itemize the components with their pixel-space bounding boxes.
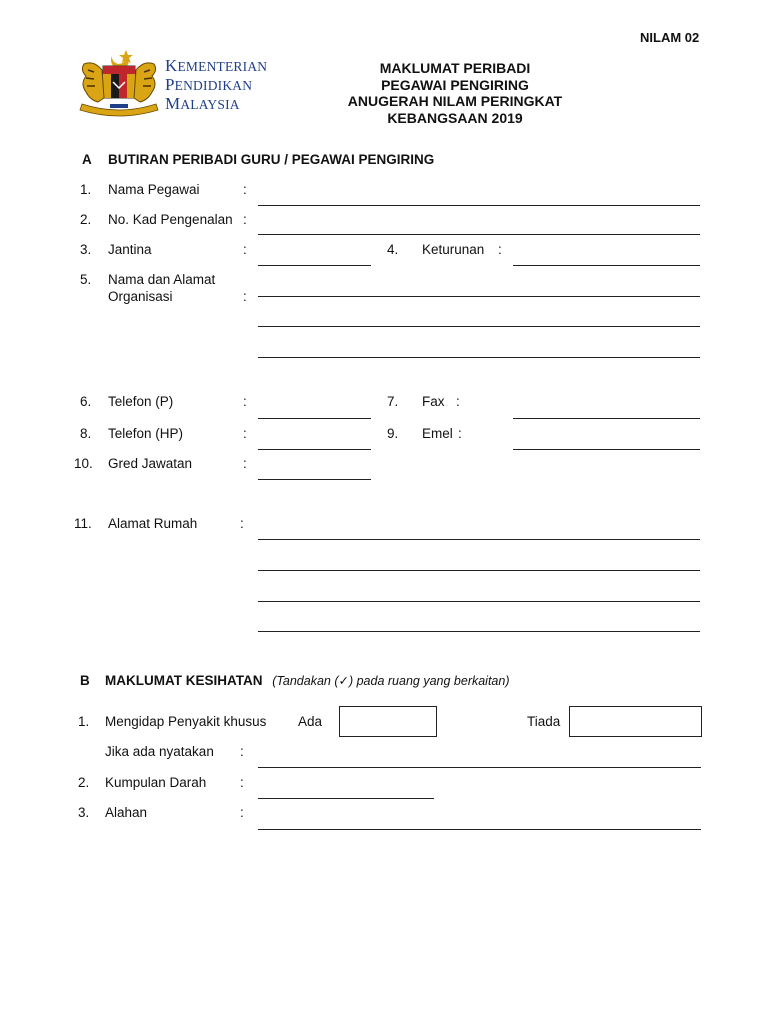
field-label-telefon-p: Telefon (P) (108, 394, 174, 409)
nyatakan-line[interactable] (258, 767, 701, 768)
jantina-line[interactable] (258, 265, 371, 266)
field-label-gred-jawatan: Gred Jawatan (108, 456, 193, 471)
title-line-3: ANUGERAH NILAM PERINGKAT (347, 93, 563, 109)
field-colon: : (458, 426, 462, 441)
ministry-name (165, 57, 267, 114)
field-colon: : (243, 394, 247, 409)
ministry-line-3: MALAYSIA (165, 94, 240, 113)
section-a-heading: BUTIRAN PERIBADI GURU / PEGAWAI PENGIRING (108, 152, 435, 167)
ministry-line-2: PENDIDIKAN (165, 75, 253, 94)
telefon-hp-line[interactable] (258, 449, 371, 450)
fax-line[interactable] (513, 418, 700, 419)
field-label-jantina: Jantina (108, 242, 152, 257)
field-colon: : (243, 289, 247, 304)
field-colon: : (240, 805, 244, 820)
kumpulan-darah-line[interactable] (258, 798, 434, 799)
alamat-rumah-line-3[interactable] (258, 601, 700, 602)
field-number: 3. (78, 805, 90, 820)
organisasi-line-3[interactable] (258, 357, 700, 358)
field-colon: : (240, 744, 244, 759)
field-label-keturunan: Keturunan (422, 242, 485, 257)
section-b-heading-text: MAKLUMAT KESIHATAN (105, 673, 263, 688)
field-label-alamat-rumah: Alamat Rumah (108, 516, 198, 531)
field-number: 4. (387, 242, 399, 257)
field-number: 2. (80, 212, 92, 227)
field-number: 6. (80, 394, 92, 409)
alahan-line[interactable] (258, 829, 701, 830)
ministry-line-1: KEMENTERIAN (165, 56, 268, 75)
field-colon: : (243, 426, 247, 441)
keturunan-line[interactable] (513, 265, 700, 266)
field-label-organisasi: Organisasi (108, 289, 173, 304)
field-colon: : (243, 242, 247, 257)
field-label-nama-alamat: Nama dan Alamat (108, 272, 216, 287)
title-line-1: MAKLUMAT PERIBADI (379, 60, 531, 76)
form-title (300, 60, 610, 126)
field-colon: : (243, 456, 247, 471)
field-label-alahan: Alahan (105, 805, 148, 820)
form-code: NILAM 02 (640, 30, 700, 45)
field-number: 11. (74, 516, 92, 531)
field-label-emel: Emel (422, 426, 453, 441)
nama-pegawai-line[interactable] (258, 205, 700, 206)
field-number: 1. (78, 714, 90, 729)
emel-line[interactable] (513, 449, 700, 450)
field-number: 7. (387, 394, 399, 409)
field-label-telefon-hp: Telefon (HP) (108, 426, 184, 441)
field-label-kumpulan-darah: Kumpulan Darah (105, 775, 207, 790)
field-label-fax: Fax (422, 394, 445, 409)
kad-pengenalan-line[interactable] (258, 234, 700, 235)
organisasi-line-2[interactable] (258, 326, 700, 327)
option-ada-label: Ada (298, 714, 323, 729)
ada-checkbox[interactable] (339, 706, 437, 737)
field-number: 2. (78, 775, 90, 790)
field-colon: : (243, 212, 247, 227)
field-colon: : (498, 242, 502, 257)
alamat-rumah-line-4[interactable] (258, 631, 700, 632)
organisasi-line-1[interactable] (258, 296, 700, 297)
title-line-4: KEBANGSAAN 2019 (387, 109, 523, 126)
field-number: 8. (80, 426, 92, 441)
field-colon: : (240, 516, 244, 531)
field-number: 10. (74, 456, 93, 471)
field-colon: : (243, 182, 247, 197)
crest-logo (76, 46, 162, 118)
section-b-letter: B (80, 673, 90, 688)
field-label-nama-pegawai: Nama Pegawai (108, 182, 200, 197)
title-line-2: PEGAWAI PENGIRING (381, 76, 529, 93)
section-a-letter: A (82, 152, 92, 167)
section-b-note: (Tandakan (✓) pada ruang yang berkaitan) (272, 674, 510, 688)
alamat-rumah-line-2[interactable] (258, 570, 700, 571)
field-number: 9. (387, 426, 399, 441)
telefon-p-line[interactable] (258, 418, 371, 419)
field-number: 3. (80, 242, 92, 257)
field-label-kad-pengenalan: No. Kad Pengenalan (108, 212, 233, 227)
field-number: 1. (80, 182, 92, 197)
tiada-checkbox[interactable] (569, 706, 702, 737)
gred-jawatan-line[interactable] (258, 479, 371, 480)
alamat-rumah-line-1[interactable] (258, 539, 700, 540)
section-b-heading (105, 673, 510, 688)
field-number: 5. (80, 272, 92, 287)
field-label-penyakit: Mengidap Penyakit khusus (105, 714, 267, 729)
option-tiada-label: Tiada (527, 714, 561, 729)
field-colon: : (240, 775, 244, 790)
field-label-nyatakan: Jika ada nyatakan (105, 744, 214, 759)
field-colon: : (456, 394, 460, 409)
